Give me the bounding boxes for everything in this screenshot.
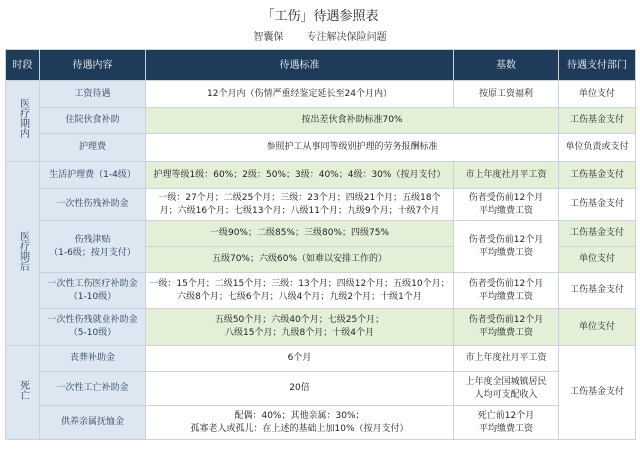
payer-cell: 工伤基金支付 [559,221,636,247]
base-cell: 死亡前12个月 平均缴费工资 [454,406,559,440]
brand-slogan: 专注解决保险问题 [306,32,387,43]
payer-cell: 工伤基金支付 [559,346,636,440]
table-row [6,162,636,189]
table-row [6,309,636,346]
table-row [6,221,636,247]
page-title: 「工伤」待遇参照表 [261,9,379,24]
base-cell: 伤者受伤前12个月 平均缴费工资 [454,221,559,273]
period-death: 死亡 [6,346,40,440]
base-cell: 按原工资福利 [454,81,559,108]
standard-cell: 一级：27个月；二级25个月；三级：23个月；四级21个月；五级18个 月；六级16个月；七级13个月；八级11个月；九级9个月；十级7个月 [146,189,454,221]
header-standard: 待遇标准 [146,50,454,81]
table-row [6,189,636,221]
table-row [6,346,636,372]
period-after: 医疗期后 [6,162,40,346]
payer-cell: 单位负责或支付 [559,134,636,162]
header-item: 待遇内容 [40,50,146,81]
standard-cell: 6个月 [146,346,454,372]
item-cell: 一次性工亡补助金 [40,372,146,406]
payer-cell: 工伤基金支付 [559,162,636,189]
standard-cell: 护理等级1级：60%；2级：50%；3级：40%；4级：30%（按月支付） [146,162,454,189]
standard-cell: 一级90%；二级85%；三级80%；四级75% [146,221,454,247]
table-row [6,273,636,309]
header-base: 基数 [454,50,559,81]
item-cell: 一次性伤残就业补助金 （5-10级） [40,309,146,346]
period-medical: 医疗期内 [6,81,40,162]
base-cell: 伤者受伤前12个月 平均缴费工资 [454,309,559,346]
standard-cell: 五级70%；六级60%（如难以安排工作的） [146,247,454,273]
item-cell: 生活护理费（1-4级） [40,162,146,189]
table-row [6,406,636,440]
header-period: 时段 [6,50,40,81]
standard-cell: 12个月内（伤情严重经鉴定延长至24个月内） [146,81,454,108]
base-cell: 市上年度社月平工资 [454,162,559,189]
standard-cell: 参照护工从事同等级别护理的劳务报酬标准 [146,134,559,162]
base-cell: 伤者受伤前12个月 平均缴费工资 [454,189,559,221]
item-cell: 工资待遇 [40,81,146,108]
payer-cell: 工伤基金支付 [559,108,636,134]
item-cell: 一次性伤残补助金 [40,189,146,221]
item-cell: 伤残津贴 （1-6级；按月支付） [40,221,146,273]
item-cell: 一次性工伤医疗补助金 （1-10级） [40,273,146,309]
base-cell: 上年度全国城镇居民 人均可支配收入 [454,372,559,406]
header-payer: 待遇支付部门 [559,50,636,81]
standard-cell: 按出差伙食补助标准70% [146,108,559,134]
payer-cell: 工伤基金支付 [559,273,636,309]
payer-cell: 单位支付 [559,247,636,273]
table-row [6,108,636,134]
item-cell: 丧葬补助金 [40,346,146,372]
item-cell: 住院伙食补助 [40,108,146,134]
base-cell: 市上年度社月平工资 [454,346,559,372]
table-row [6,81,636,108]
benefit-table [5,49,636,440]
payer-cell: 单位支付 [559,309,636,346]
standard-cell: 配偶：40%；其他亲属：30%； 孤寡老人或孤儿：在上述的基础上加10%（按月支付） [146,406,454,440]
table-row [6,372,636,406]
page-subtitle [0,28,640,43]
item-cell: 护理费 [40,134,146,162]
payer-cell: 单位支付 [559,81,636,108]
item-cell: 供养亲属抚恤金 [40,406,146,440]
standard-cell: 五级50个月；六级40个月；七级25个月； 八级15个月；九级8个月；十级4个月 [146,309,454,346]
table-header-row [6,50,636,81]
brand-name: 智囊保 [253,32,284,43]
payer-cell: 工伤基金支付 [559,189,636,221]
standard-cell: 一级：15个月；二级15个月；三级：13个月；四级12个月；五级10个月； 六级8个月；七级6个月；八级4个月；九级2个月；十级1个月 [146,273,454,309]
base-cell: 伤者受伤前12个月 平均缴费工资 [454,273,559,309]
standard-cell: 20倍 [146,372,454,406]
table-row [6,134,636,162]
